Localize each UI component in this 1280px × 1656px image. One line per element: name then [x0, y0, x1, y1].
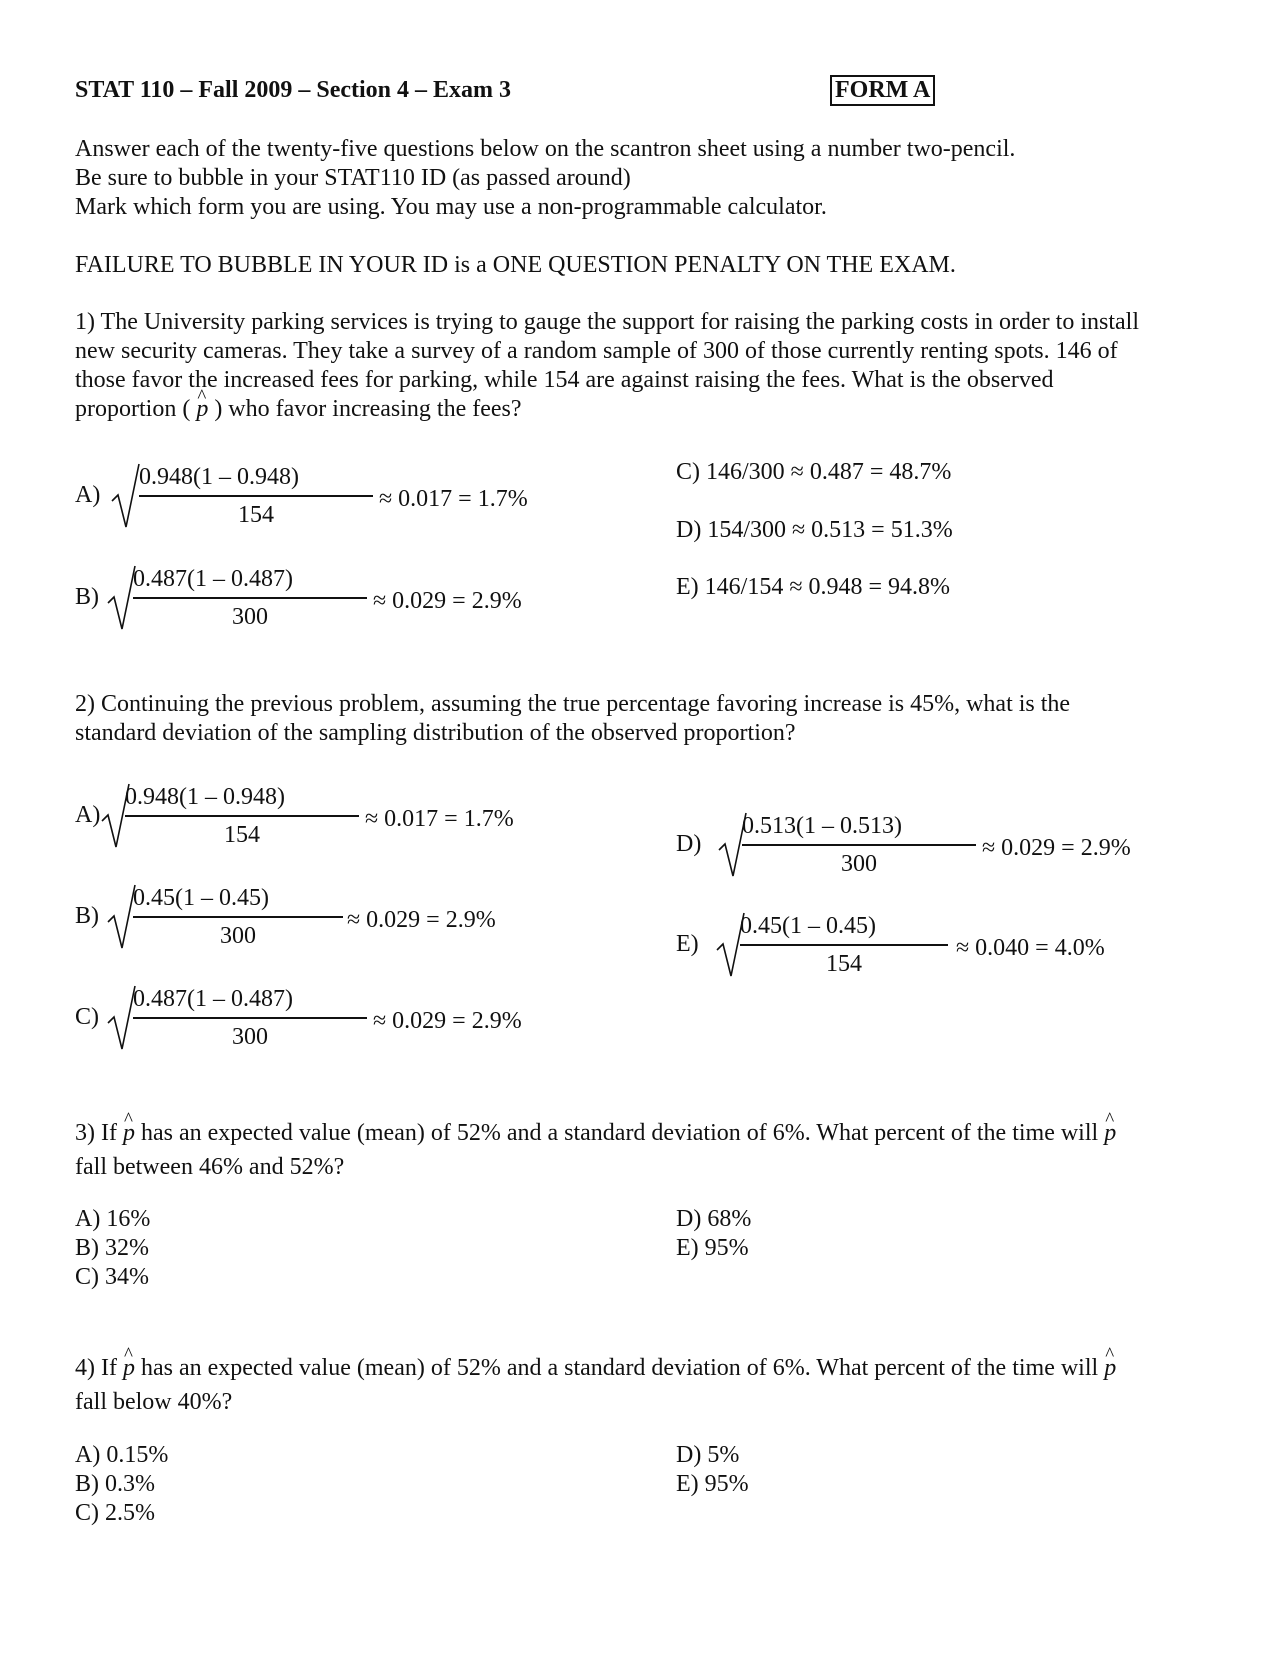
- p-hat-symbol: ^ p: [1104, 1116, 1116, 1150]
- approx-result: ≈ 0.029 = 2.9%: [982, 835, 1131, 861]
- fraction-denominator: 154: [826, 951, 862, 977]
- question-line: 1) The University parking services is trying to gauge the support for raising the parking costs in order to install: [75, 309, 1140, 335]
- question-line: fall below 40%?: [75, 1389, 233, 1415]
- fraction-numerator: 0.513(1 – 0.513): [742, 813, 902, 839]
- fraction-bar: [125, 815, 359, 817]
- fraction-denominator: 300: [220, 923, 256, 949]
- q1-choice-d[interactable]: D) 154/300 ≈ 0.513 = 51.3%: [676, 517, 953, 543]
- question-line: those favor the increased fees for parking, while 154 are against raising the fees. What is the observed: [75, 367, 1054, 393]
- q4-choice-a[interactable]: A) 0.15%: [75, 1442, 169, 1468]
- fraction-numerator: 0.487(1 – 0.487): [133, 566, 293, 592]
- question-line: 2) Continuing the previous problem, assuming the true percentage favoring increase is 45%, what is the: [75, 691, 1071, 717]
- choice-letter: C): [75, 1004, 99, 1030]
- fraction-denominator: 300: [232, 604, 268, 630]
- q2-choice-d[interactable]: [676, 810, 1131, 882]
- question-3-text: [75, 1116, 1205, 1184]
- fraction-numerator: 0.948(1 – 0.948): [125, 784, 285, 810]
- q4-choice-b[interactable]: B) 0.3%: [75, 1471, 155, 1497]
- fraction-numerator: 0.45(1 – 0.45): [740, 913, 876, 939]
- question-line: new security cameras. They take a survey of a random sample of 300 of those currently renting spots. 146 of: [75, 338, 1118, 364]
- fraction-denominator: 154: [224, 822, 260, 848]
- form-label: FORM A: [830, 75, 935, 106]
- p-hat-symbol: ^ p: [1104, 1351, 1116, 1385]
- approx-result: ≈ 0.017 = 1.7%: [379, 486, 528, 512]
- question-line: fall between 46% and 52%?: [75, 1154, 345, 1180]
- question-text-part: proportion (: [75, 396, 197, 422]
- fraction-denominator: 154: [238, 502, 274, 528]
- approx-result: ≈ 0.029 = 2.9%: [373, 588, 522, 614]
- question-4-text: [75, 1351, 1205, 1419]
- q4-choice-d[interactable]: D) 5%: [676, 1442, 740, 1468]
- choice-letter: B): [75, 903, 99, 929]
- q3-choice-d[interactable]: D) 68%: [676, 1206, 752, 1232]
- question-line: standard deviation of the sampling distribution of the observed proportion?: [75, 720, 796, 746]
- instruction-line: Be sure to bubble in your STAT110 ID (as passed around): [75, 165, 631, 191]
- q1-choice-b[interactable]: [75, 563, 522, 635]
- fraction-numerator: 0.948(1 – 0.948): [139, 464, 299, 490]
- approx-result: ≈ 0.029 = 2.9%: [347, 907, 496, 933]
- question-1-text: [75, 308, 1205, 424]
- fraction-numerator: 0.45(1 – 0.45): [133, 885, 269, 911]
- q3-choice-e[interactable]: E) 95%: [676, 1235, 749, 1261]
- q3-choice-b[interactable]: B) 32%: [75, 1235, 149, 1261]
- q3-choice-c[interactable]: C) 34%: [75, 1264, 149, 1290]
- question-text-part: ) who favor increasing the fees?: [208, 396, 522, 422]
- choice-letter: D): [676, 831, 702, 857]
- fraction-bar: [133, 916, 343, 918]
- q3-choices-right: [676, 1205, 976, 1263]
- q4-choice-c[interactable]: C) 2.5%: [75, 1500, 155, 1526]
- approx-result: ≈ 0.040 = 4.0%: [956, 935, 1105, 961]
- question-text-part: has an expected value (mean) of 52% and a standard deviation of 6%. What percent of the time will: [134, 1355, 1105, 1381]
- q4-choices-left: [75, 1441, 375, 1528]
- instruction-line: Mark which form you are using. You may use a non-programmable calculator.: [75, 194, 827, 220]
- fraction-numerator: 0.487(1 – 0.487): [133, 986, 293, 1012]
- q4-choice-e[interactable]: E) 95%: [676, 1471, 749, 1497]
- q1-choice-e[interactable]: E) 146/154 ≈ 0.948 = 94.8%: [676, 574, 951, 600]
- approx-result: ≈ 0.017 = 1.7%: [365, 806, 514, 832]
- question-line: [75, 395, 1205, 424]
- fraction-bar: [740, 944, 948, 946]
- q2-choice-c[interactable]: [75, 983, 522, 1055]
- instructions: [75, 135, 1205, 222]
- choice-letter: E): [676, 931, 699, 957]
- p-hat-symbol: ^ p: [123, 1351, 135, 1385]
- q2-choice-e[interactable]: [676, 910, 1105, 982]
- exam-title: STAT 110 – Fall 2009 – Section 4 – Exam 3: [75, 77, 512, 103]
- fraction-bar: [742, 844, 976, 846]
- question-line: [75, 1351, 1205, 1385]
- q3-choices-left: [75, 1205, 375, 1292]
- question-text-part: 3) If: [75, 1120, 123, 1146]
- fraction-denominator: 300: [841, 851, 877, 877]
- sqrt-icon: [111, 461, 141, 531]
- choice-letter: A): [75, 482, 101, 508]
- p-hat-symbol: ^ p: [196, 395, 208, 424]
- question-text-part: 4) If: [75, 1355, 123, 1381]
- question-text-part: has an expected value (mean) of 52% and a standard deviation of 6%. What percent of the time will: [134, 1120, 1105, 1146]
- fraction-bar: [133, 597, 367, 599]
- approx-result: ≈ 0.029 = 2.9%: [373, 1008, 522, 1034]
- fraction-bar: [139, 495, 373, 497]
- penalty-notice: FAILURE TO BUBBLE IN YOUR ID is a ONE QUESTION PENALTY ON THE EXAM.: [75, 252, 956, 278]
- fraction-denominator: 300: [232, 1024, 268, 1050]
- question-2-text: [75, 690, 1205, 748]
- q4-choices-right: [676, 1441, 976, 1499]
- q1-choice-a[interactable]: [75, 461, 528, 533]
- q1-choice-c[interactable]: C) 146/300 ≈ 0.487 = 48.7%: [676, 459, 952, 485]
- instruction-line: Answer each of the twenty-five questions below on the scantron sheet using a number two-pencil.: [75, 136, 1016, 162]
- q2-choice-b[interactable]: [75, 882, 495, 954]
- choice-letter: B): [75, 584, 99, 610]
- q2-choice-a[interactable]: [75, 781, 514, 853]
- p-hat-symbol: ^ p: [123, 1116, 135, 1150]
- q3-choice-a[interactable]: A) 16%: [75, 1206, 151, 1232]
- choice-letter: A): [75, 802, 101, 828]
- fraction-bar: [133, 1017, 367, 1019]
- question-line: [75, 1116, 1205, 1150]
